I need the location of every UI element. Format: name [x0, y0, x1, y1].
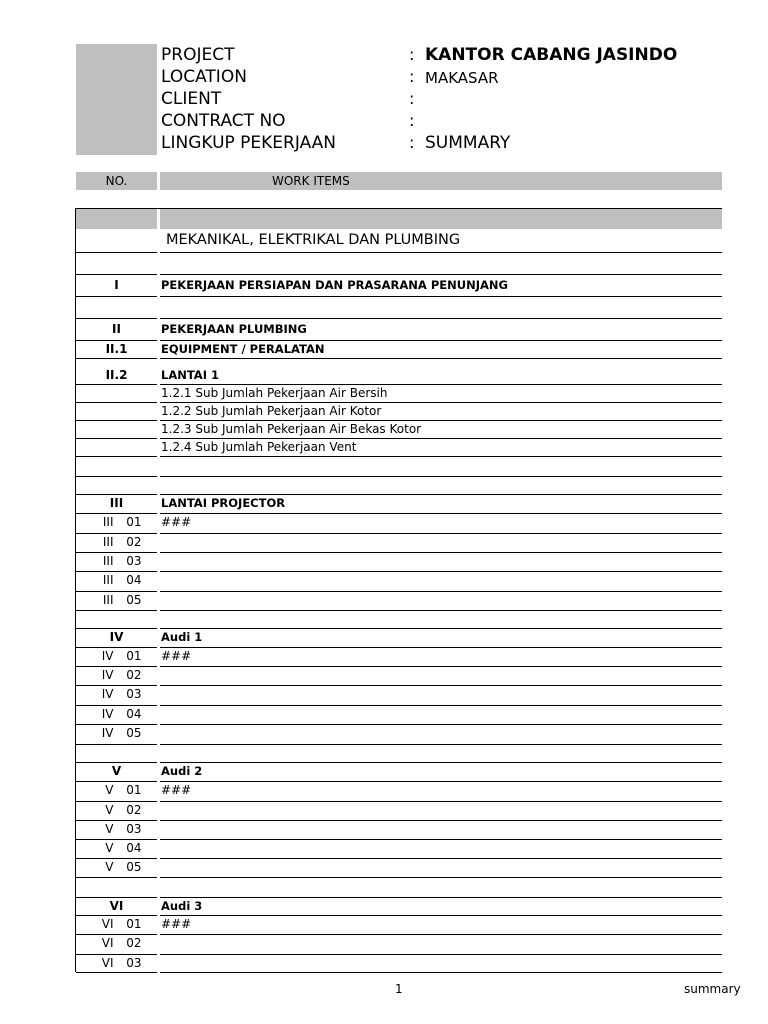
row-divider-no — [76, 762, 157, 763]
row-divider-no — [76, 647, 157, 648]
row-number — [76, 936, 157, 950]
row-divider-no — [76, 858, 157, 859]
row-number-sub: 04 — [126, 573, 142, 587]
row-divider-no — [76, 533, 157, 534]
row-number-sub: 02 — [126, 936, 142, 950]
row-work-item: MEKANIKAL, ELEKTRIKAL DAN PLUMBING — [166, 232, 461, 248]
sheet-name: summary — [684, 982, 741, 996]
row-number-roman: VI — [101, 936, 114, 950]
page-number: 1 — [395, 982, 403, 996]
row-work-item: PEKERJAAN PLUMBING — [161, 322, 307, 336]
row-divider-work — [160, 358, 722, 359]
row-number: II — [112, 322, 121, 336]
row-number — [76, 783, 157, 797]
row-number — [76, 841, 157, 855]
row-number — [76, 956, 157, 970]
row-work-item: LANTAI PROJECTOR — [161, 496, 286, 510]
row-divider-no — [76, 494, 157, 495]
row-number-roman: IV — [101, 668, 114, 682]
row-divider-work — [160, 801, 722, 802]
row-divider-work — [160, 628, 722, 629]
row-work-item: 1.2.2 Sub Jumlah Pekerjaan Air Kotor — [161, 404, 382, 418]
row-divider-work — [160, 762, 722, 763]
row-divider-no — [76, 340, 157, 341]
row-number-sub: 05 — [126, 593, 142, 607]
row-divider-work — [160, 858, 722, 859]
row-divider-no — [76, 252, 157, 253]
row-divider-work — [160, 296, 722, 297]
row-divider-no — [76, 552, 157, 553]
row-number-sub: 02 — [126, 535, 142, 549]
row-divider-no — [76, 628, 157, 629]
row-divider-no — [76, 296, 157, 297]
row-number — [76, 822, 157, 836]
row-number-sub: 02 — [126, 803, 142, 817]
row-number: II.2 — [105, 368, 128, 382]
row-divider-work — [160, 610, 722, 611]
row-divider-no — [76, 402, 157, 403]
row-work-item: ### — [161, 917, 192, 931]
row-work-item: 1.2.1 Sub Jumlah Pekerjaan Air Bersih — [161, 386, 388, 400]
row-divider-work — [160, 839, 722, 840]
row-divider-no — [76, 877, 157, 878]
row-work-item: EQUIPMENT / PERALATAN — [161, 342, 325, 356]
row-number — [76, 917, 157, 931]
header-field-value: MAKASAR — [425, 69, 499, 87]
row-divider-no — [76, 897, 157, 898]
row-number: I — [114, 278, 119, 292]
row-number-sub: 04 — [126, 707, 142, 721]
row-divider-no — [76, 839, 157, 840]
row-number-roman: VI — [101, 956, 114, 970]
row-divider-no — [76, 571, 157, 572]
row-divider-work — [160, 571, 722, 572]
column-header-no: NO. — [76, 172, 157, 190]
row-number — [76, 803, 157, 817]
row-number — [76, 535, 157, 549]
row-number-roman: V — [105, 822, 114, 836]
row-divider-no — [76, 781, 157, 782]
row-divider-work — [160, 340, 722, 341]
row-work-item: PEKERJAAN PERSIAPAN DAN PRASARANA PENUNJANG — [161, 278, 508, 292]
row-number-sub: 01 — [126, 917, 142, 931]
row-divider-work — [160, 781, 722, 782]
row-divider-work — [160, 820, 722, 821]
row-divider-work — [160, 552, 722, 553]
row-number-roman: V — [105, 783, 114, 797]
header-field-label: LOCATION — [161, 67, 247, 87]
row-number-roman: V — [105, 860, 114, 874]
row-divider-no — [76, 476, 157, 477]
row-divider-no — [76, 358, 157, 359]
column-header-work-items-label: WORK ITEMS — [272, 174, 350, 188]
row-number-sub: 04 — [126, 841, 142, 855]
row-number-sub: 03 — [126, 687, 142, 701]
row-divider-no — [76, 724, 157, 725]
row-divider-work — [160, 591, 722, 592]
row-divider-no — [76, 915, 157, 916]
row-divider-work — [160, 877, 722, 878]
row-number-roman: IV — [101, 649, 114, 663]
row-divider-work — [160, 666, 722, 667]
row-divider-no — [76, 744, 157, 745]
header-field-label: CONTRACT NO — [161, 111, 286, 131]
row-number: IV — [109, 630, 124, 644]
row-divider-no — [76, 318, 157, 319]
row-number — [76, 649, 157, 663]
row-number-roman: III — [102, 593, 114, 607]
row-divider-work — [160, 934, 722, 935]
row-number-roman: V — [105, 841, 114, 855]
row-work-item: 1.2.3 Sub Jumlah Pekerjaan Air Bekas Kotor — [161, 422, 422, 436]
row-divider-no — [76, 820, 157, 821]
row-number-roman: IV — [101, 726, 114, 740]
row-divider-work — [160, 705, 722, 706]
header-field-label: PROJECT — [161, 45, 235, 65]
row-number-sub: 02 — [126, 668, 142, 682]
row-divider-no — [76, 954, 157, 955]
row-work-item: ### — [161, 649, 192, 663]
row-divider-work — [160, 420, 722, 421]
row-divider-no — [76, 591, 157, 592]
row-divider-work — [160, 384, 722, 385]
row-number — [76, 593, 157, 607]
row-work-item: ### — [161, 515, 192, 529]
row-work-item: ### — [161, 783, 192, 797]
row-number — [76, 554, 157, 568]
row-divider-work — [160, 318, 722, 319]
row-number: VI — [109, 899, 124, 913]
row-work-item: LANTAI 1 — [161, 368, 219, 382]
row-number-sub: 05 — [126, 726, 142, 740]
row-number-roman: IV — [101, 707, 114, 721]
header-field-value: KANTOR CABANG JASINDO — [425, 45, 678, 65]
row-divider-no — [76, 972, 157, 973]
row-divider-work — [160, 954, 722, 955]
row-divider-no — [76, 513, 157, 514]
row-number — [76, 726, 157, 740]
header-field-colon: : — [409, 133, 415, 152]
row-divider-no — [76, 384, 157, 385]
row-divider-no — [76, 666, 157, 667]
row-number — [76, 668, 157, 682]
row-number-sub: 03 — [126, 956, 142, 970]
row-number — [76, 573, 157, 587]
row-work-item: Audi 2 — [161, 764, 203, 778]
row-work-item: Audi 3 — [161, 899, 203, 913]
row-divider-no — [76, 934, 157, 935]
row-number-roman: III — [102, 573, 114, 587]
row-number-roman: III — [102, 515, 114, 529]
header-field-colon: : — [409, 67, 415, 86]
row-number: V — [111, 764, 122, 778]
row-divider-work — [160, 533, 722, 534]
row-divider-work — [160, 476, 722, 477]
row-number-roman: IV — [101, 687, 114, 701]
row-divider-work — [160, 494, 722, 495]
row-work-item: 1.2.4 Sub Jumlah Pekerjaan Vent — [161, 440, 357, 454]
row-divider-no — [76, 274, 157, 275]
row-number-roman: V — [105, 803, 114, 817]
row-divider-no — [76, 420, 157, 421]
row-divider-work — [160, 724, 722, 725]
row-divider-no — [76, 705, 157, 706]
header-field-value: SUMMARY — [425, 133, 511, 153]
header-field-colon: : — [409, 89, 415, 108]
row-divider-work — [160, 513, 722, 514]
row-divider-no — [76, 685, 157, 686]
row-number — [76, 707, 157, 721]
row-divider-work — [160, 438, 722, 439]
row-divider-no — [76, 456, 157, 457]
row-number-roman: VI — [101, 917, 114, 931]
row-number-sub: 01 — [126, 515, 142, 529]
row-divider-work — [160, 456, 722, 457]
row-number — [76, 860, 157, 874]
row-divider-work — [160, 744, 722, 745]
row-number-roman: III — [102, 554, 114, 568]
row-divider-work — [160, 274, 722, 275]
row-number-sub: 05 — [126, 860, 142, 874]
header-field-colon: : — [409, 111, 415, 130]
header-field-label: LINGKUP PEKERJAAN — [161, 133, 337, 153]
row-number — [76, 515, 157, 529]
row-divider-work — [160, 915, 722, 916]
header-field-label: CLIENT — [161, 89, 222, 109]
row-divider-work — [160, 252, 722, 253]
row-divider-no — [76, 801, 157, 802]
row-divider-no — [76, 610, 157, 611]
row-divider-work — [160, 685, 722, 686]
row-number — [76, 687, 157, 701]
row-divider-work — [160, 972, 722, 973]
row-number: II.1 — [105, 342, 128, 356]
row-work-item: Audi 1 — [161, 630, 203, 644]
row-divider-work — [160, 402, 722, 403]
row-number: III — [109, 496, 124, 510]
row-number-sub: 01 — [126, 649, 142, 663]
row-divider-work — [160, 897, 722, 898]
header-field-colon: : — [409, 45, 415, 64]
row-divider-no — [76, 438, 157, 439]
row-divider-work — [160, 647, 722, 648]
row-number-sub: 01 — [126, 783, 142, 797]
row-number-sub: 03 — [126, 554, 142, 568]
row-number-sub: 03 — [126, 822, 142, 836]
row-number-roman: III — [102, 535, 114, 549]
